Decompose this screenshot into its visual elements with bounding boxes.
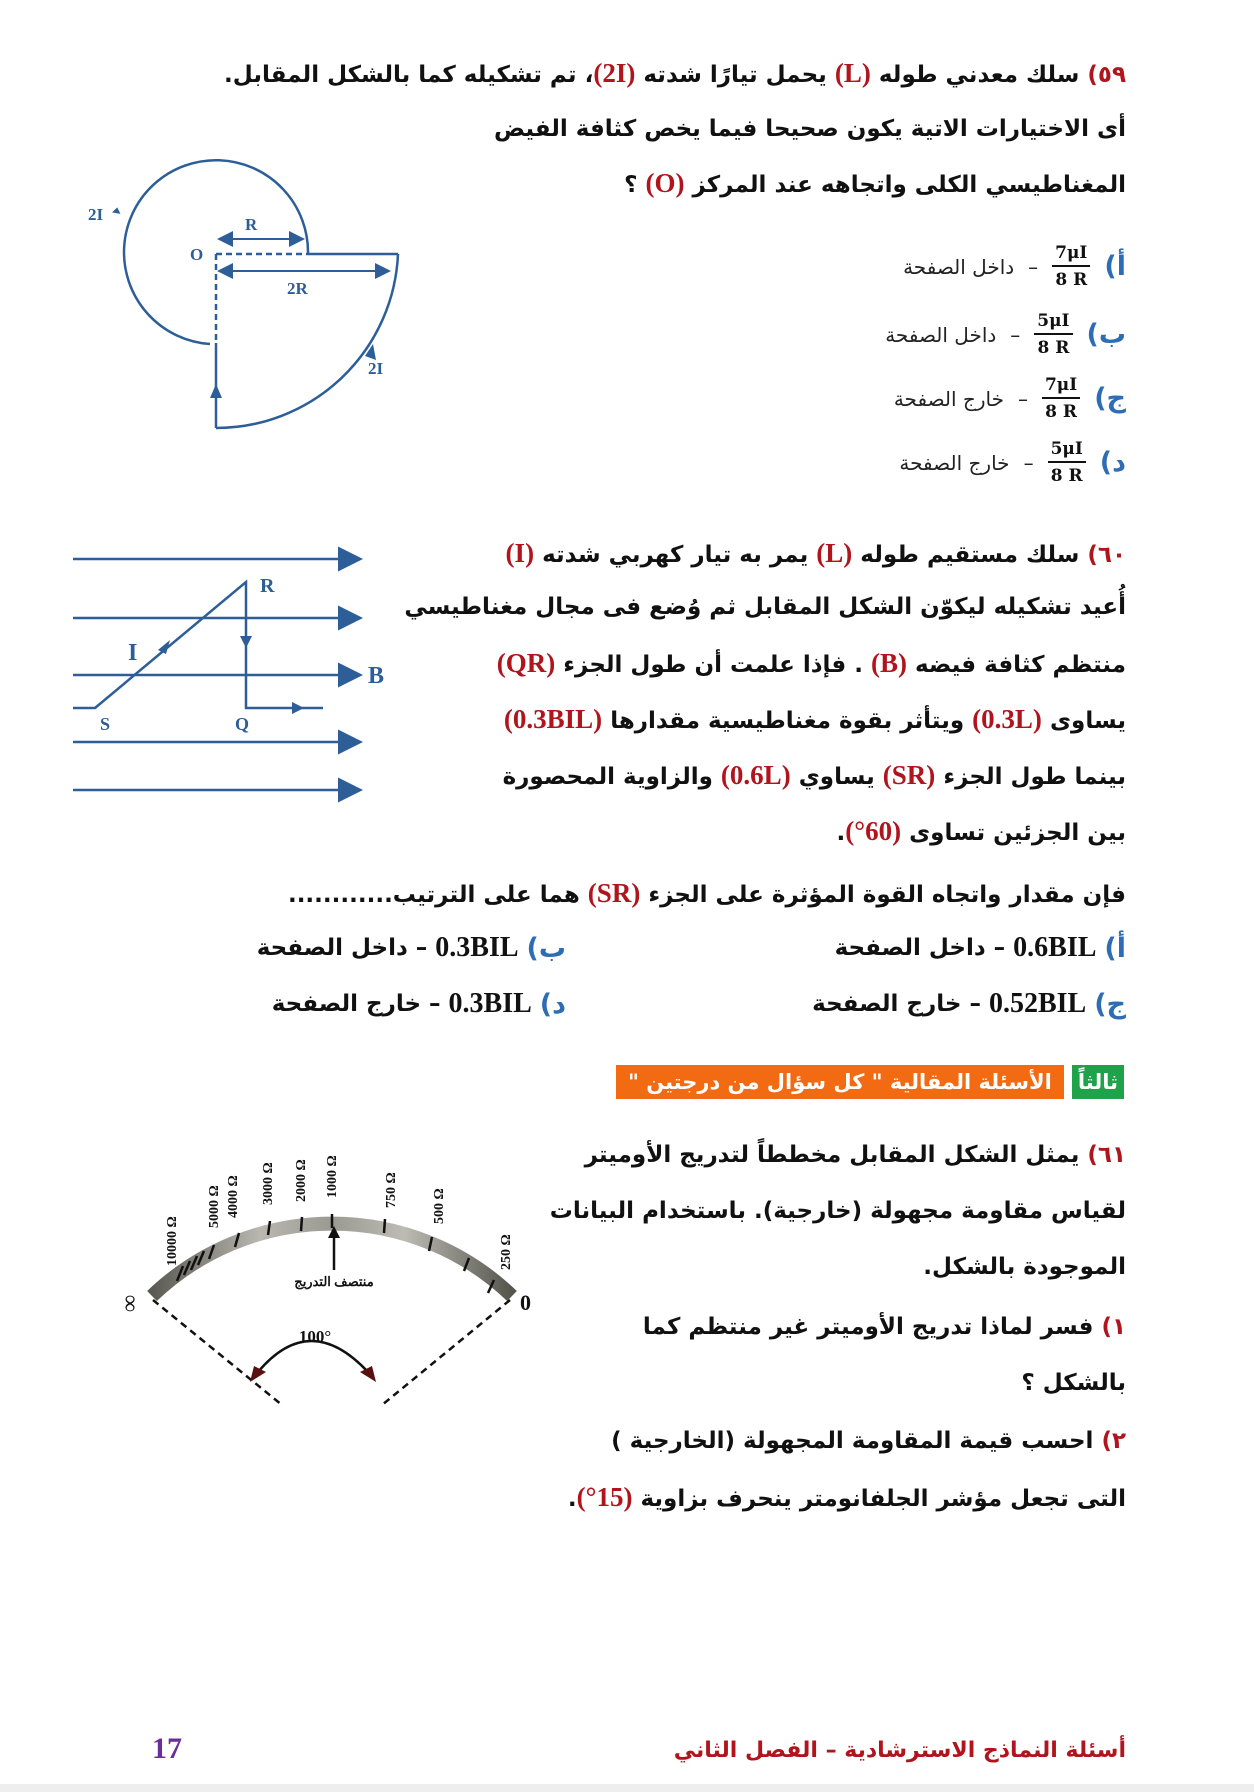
angle-arrow-right <box>360 1366 376 1382</box>
scale-label: 10000 Ω <box>165 1216 180 1266</box>
value-QR: (QR) <box>496 648 556 678</box>
q59-option-b[interactable] <box>885 310 1126 359</box>
label-O: O <box>190 245 204 264</box>
q60-number: ٦٠ <box>1097 542 1126 568</box>
scale-label: 4000 Ω <box>226 1175 241 1218</box>
label-R: R <box>260 575 275 597</box>
dash: – <box>429 991 441 1017</box>
direction-label: خارج الصفحة <box>893 386 1004 411</box>
paren: ) <box>1101 1428 1112 1454</box>
option-value: 0.3BIL <box>435 932 519 963</box>
value-0.3BIL: (0.3BIL) <box>503 704 603 734</box>
q61-line-2: لقياس مقاومة مجهولة (خارجية). باستخدام البيانات <box>549 1198 1126 1224</box>
option-letter: أ) <box>1104 251 1126 282</box>
label-2I-right: 2I <box>368 359 384 378</box>
text: التى تجعل مؤشر الجلفانومتر ينحرف بزاوية <box>640 1486 1126 1512</box>
angle-label: 100° <box>298 1327 332 1346</box>
dash: – <box>969 991 981 1017</box>
current-arrow-down <box>240 636 252 648</box>
fraction <box>1052 242 1090 291</box>
scale-label: 750 Ω <box>384 1172 399 1208</box>
denominator: 8 R <box>1037 338 1070 358</box>
q60-option-a[interactable] <box>835 932 1126 964</box>
mid-scale-label: منتصف التدريج <box>294 1274 374 1289</box>
text: . <box>567 1486 577 1512</box>
text: ويتأثر بقوة مغناطيسية مقدارها <box>610 708 965 734</box>
dash: – <box>1023 450 1034 475</box>
q61-ohmmeter-scale-figure <box>117 1120 540 1420</box>
dashed-left-radius <box>153 1300 282 1405</box>
text: فإن مقدار واتجاه القوة المؤثرة على الجزء <box>648 882 1126 908</box>
paren: ) <box>1087 62 1098 88</box>
value-SR: (SR) <box>587 878 641 908</box>
label-Q: Q <box>235 714 250 734</box>
numerator: 7μI <box>1042 374 1080 399</box>
option-value: 0.52BIL <box>988 988 1087 1019</box>
section-3-header <box>616 1065 1124 1099</box>
bent-wire <box>73 582 323 708</box>
q59-circuit-figure <box>80 150 410 440</box>
label-I: I <box>128 640 138 666</box>
q60-line-7 <box>288 878 1126 910</box>
text: بين الجزئين تساوى <box>909 820 1126 846</box>
q61-sub1-line-2: بالشكل ؟ <box>1021 1370 1126 1396</box>
value-60deg: (60°) <box>845 816 902 846</box>
scale-label: 2000 Ω <box>294 1159 309 1202</box>
value-L: (L) <box>834 58 871 88</box>
direction-label: خارج الصفحة <box>812 991 962 1017</box>
label-2I-top: 2I <box>88 205 104 224</box>
arrow-head <box>111 207 120 215</box>
q61-sub2-line-1 <box>611 1426 1126 1456</box>
text: ، تم تشكيله كما بالشكل المقابل. <box>224 62 594 88</box>
option-value: 0.3BIL <box>448 988 532 1019</box>
value-SR: (SR) <box>882 760 936 790</box>
label-2R: 2R <box>287 279 308 298</box>
fraction <box>1042 374 1080 423</box>
q60-field-figure <box>60 540 400 800</box>
dash: – <box>1010 322 1021 347</box>
dash: – <box>415 935 428 961</box>
scale-label: 3000 Ω <box>261 1162 276 1205</box>
q59-line-1 <box>224 58 1126 90</box>
page-number: 17 <box>152 1732 182 1765</box>
q60-line-2: أُعيد تشكيله ليكوّن الشكل المقابل ثم وُضع فى مجال مغناطيسي <box>404 594 1126 620</box>
value-15deg: (15°) <box>576 1482 633 1512</box>
denominator: 8 R <box>1050 466 1083 486</box>
text: يمثل الشكل المقابل مخططاً لتدريج الأوميتر <box>584 1142 1080 1168</box>
q61-sub1-line-1 <box>643 1312 1126 1342</box>
q59-option-a[interactable] <box>903 242 1126 291</box>
text: احسب قيمة المقاومة المجهولة (الخارجية ) <box>611 1428 1094 1454</box>
q61-line-3: الموجودة بالشكل. <box>923 1254 1126 1280</box>
value-O: (O) <box>645 168 685 198</box>
angle-arrow-left <box>250 1366 266 1382</box>
q60-line-3 <box>497 648 1126 680</box>
direction-label: داخل الصفحة <box>885 322 997 347</box>
fraction <box>1048 438 1086 487</box>
q60-line-1 <box>506 538 1126 570</box>
label-B: B <box>368 663 385 689</box>
q59-option-c[interactable] <box>894 374 1126 423</box>
numerator: 7μI <box>1052 242 1090 267</box>
option-letter: ج) <box>1094 988 1126 1020</box>
value-2I: (2I) <box>593 58 636 88</box>
text: ؟ <box>624 172 638 198</box>
text: منتظم كثافة فيضه <box>915 652 1126 678</box>
footer-title: أسئلة النماذج الاسترشادية – الفصل الثاني <box>673 1738 1126 1763</box>
direction-label: داخل الصفحة <box>834 935 986 961</box>
scale-label: 250 Ω <box>499 1234 514 1270</box>
q59-line-3 <box>624 168 1126 200</box>
text: . <box>836 820 846 846</box>
q59-option-d[interactable] <box>899 438 1126 487</box>
scale-label: 500 Ω <box>432 1188 447 1224</box>
dashed-right-radius <box>382 1300 510 1405</box>
option-letter: ب) <box>1086 319 1126 350</box>
current-arrow-right <box>292 702 304 714</box>
option-letter: ج) <box>1094 383 1126 414</box>
q60-option-c[interactable] <box>812 988 1126 1020</box>
label-S: S <box>100 714 111 734</box>
text: المغناطيسي الكلى واتجاهه عند المركز <box>692 172 1126 198</box>
scale-label: 5000 Ω <box>207 1185 222 1228</box>
q59-line-2: أى الاختيارات الاتية يكون صحيحا فيما يخص كثافة الفيض <box>493 116 1126 142</box>
text: بينما طول الجزء <box>943 764 1126 790</box>
sub-number: ٢ <box>1111 1428 1126 1454</box>
direction-label: خارج الصفحة <box>271 991 422 1017</box>
value-B: (B) <box>871 648 908 678</box>
option-letter: د) <box>539 988 566 1020</box>
direction-label: داخل الصفحة <box>256 935 408 961</box>
option-letter: د) <box>1099 447 1126 478</box>
paren: ) <box>1101 1314 1112 1340</box>
text: هما على الترتيب............ <box>287 882 580 908</box>
numerator: 5μI <box>1048 438 1086 463</box>
paren: ) <box>1087 1142 1098 1168</box>
bottom-divider <box>0 1784 1254 1792</box>
dash: – <box>1028 254 1039 279</box>
denominator: 8 R <box>1055 270 1088 290</box>
text: يساوي <box>798 764 875 790</box>
zero-label: 0 <box>520 1290 531 1315</box>
q60-line-4 <box>504 704 1126 736</box>
value-0.3L: (0.3L) <box>972 704 1042 734</box>
q61-sub2-line-2 <box>568 1482 1126 1514</box>
option-value: 0.6BIL <box>1013 932 1097 963</box>
dash: – <box>1017 386 1028 411</box>
value-0.6L: (0.6L) <box>720 760 791 790</box>
arrow-head-up <box>210 384 222 398</box>
text: يساوى <box>1049 708 1126 734</box>
text: فسر لماذا تدريج الأوميتر غير منتظم كما <box>642 1314 1094 1340</box>
text: سلك مستقيم طوله <box>860 542 1080 568</box>
q61-line-1 <box>585 1140 1126 1170</box>
fraction <box>1034 310 1072 359</box>
infinity-label: ∞ <box>117 1294 143 1312</box>
q60-line-5 <box>503 760 1126 792</box>
numerator: 5μI <box>1034 310 1072 335</box>
q60-option-b[interactable] <box>257 932 566 964</box>
direction-label: داخل الصفحة <box>903 254 1015 279</box>
scale-label: 1000 Ω <box>325 1155 340 1198</box>
q61-number: ٦١ <box>1097 1142 1126 1168</box>
text: سلك معدني طوله <box>878 62 1080 88</box>
sub-number: ١ <box>1111 1314 1126 1340</box>
dash: – <box>993 935 1006 961</box>
text: والزاوية المحصورة <box>502 764 713 790</box>
text: يمر به تيار كهربي شدته <box>542 542 809 568</box>
section-title: الأسئلة المقالية " كل سؤال من درجتين " <box>616 1065 1064 1099</box>
text: يحمل تيارًا شدته <box>643 62 827 88</box>
label-R: R <box>245 215 258 234</box>
q60-line-6 <box>837 816 1126 848</box>
q59-number: ٥٩ <box>1097 62 1126 88</box>
value-I: (I) <box>505 538 535 568</box>
q60-option-d[interactable] <box>272 988 566 1020</box>
value-L: (L) <box>816 538 853 568</box>
section-label: ثالثاً <box>1072 1065 1124 1099</box>
paren: ) <box>1087 542 1098 568</box>
denominator: 8 R <box>1045 402 1077 422</box>
option-letter: ب) <box>526 932 566 964</box>
text: . فإذا علمت أن طول الجزء <box>563 652 863 678</box>
direction-label: خارج الصفحة <box>899 450 1010 475</box>
option-letter: أ) <box>1104 932 1126 964</box>
